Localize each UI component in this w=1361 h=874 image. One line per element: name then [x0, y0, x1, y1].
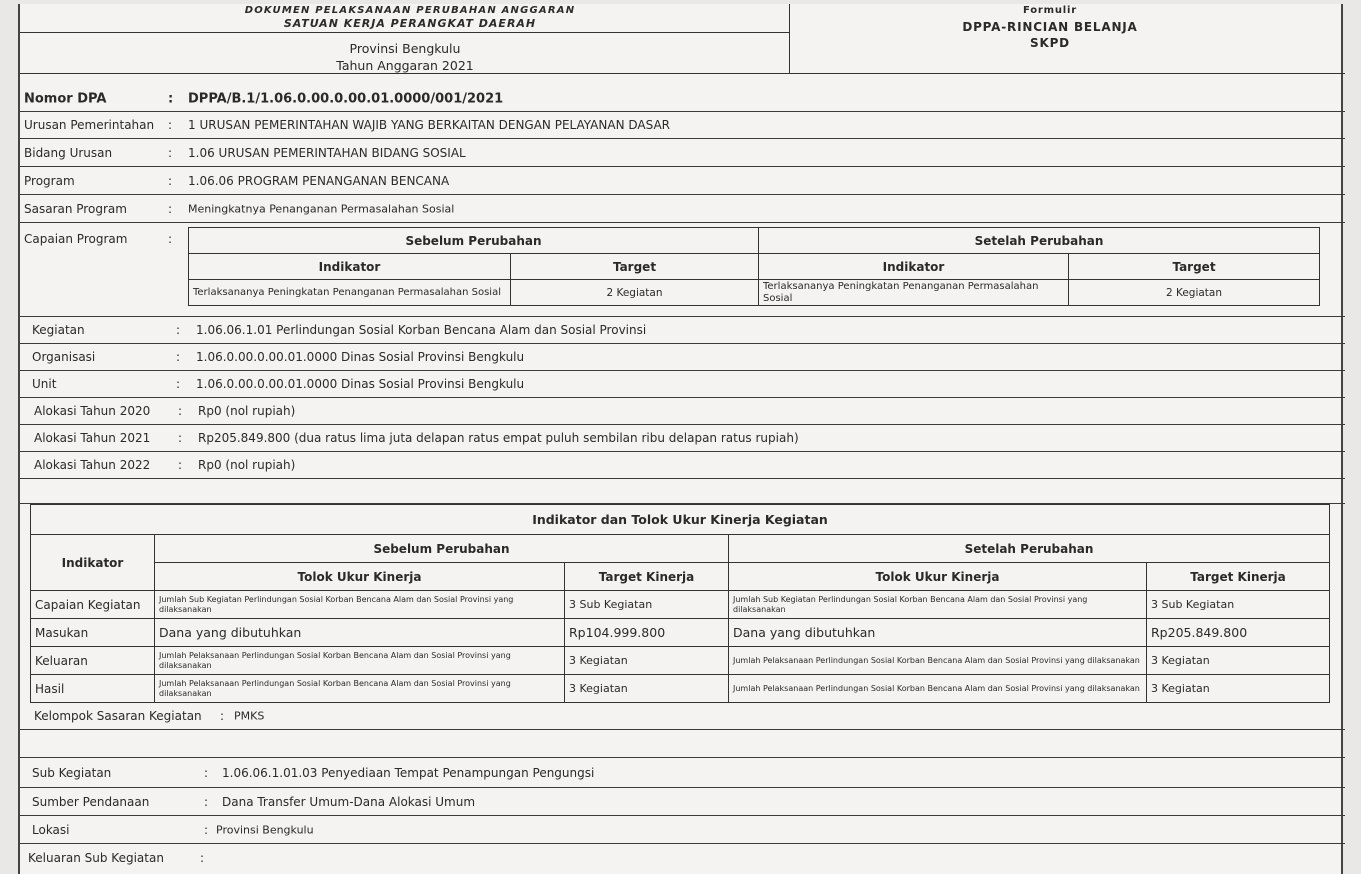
colon: :: [168, 91, 174, 106]
colon: :: [168, 232, 173, 246]
target-header: Target: [1069, 254, 1320, 280]
colon: :: [220, 708, 225, 723]
field-row: [20, 398, 1345, 425]
before-target: 3 Sub Kegiatan: [565, 591, 729, 619]
before-target: Rp104.999.800: [565, 619, 729, 647]
document-header: [20, 4, 1345, 74]
before-tolok: Jumlah Pelaksanaan Perlindungan Sosial Korban Bencana Alam dan Sosial Provinsi yang dilaksanakan: [155, 675, 565, 703]
row-name: Keluaran: [31, 647, 155, 675]
field-row: [20, 344, 1345, 371]
document-page: [18, 4, 1343, 874]
field-row: [20, 167, 1345, 195]
after-target: 2 Kegiatan: [1069, 280, 1320, 306]
field-value: 1.06.0.00.0.00.01.0000 Dinas Sosial Provinsi Bengkulu: [196, 350, 525, 364]
header-left-box: [20, 4, 790, 74]
field-row: [20, 112, 1345, 139]
setelah-header: Setelah Perubahan: [729, 535, 1330, 563]
setelah-header: Setelah Perubahan: [759, 228, 1320, 254]
field-value: Rp0 (nol rupiah): [198, 458, 296, 472]
field-value: Rp0 (nol rupiah): [198, 404, 296, 418]
field-label: Program: [24, 173, 75, 188]
after-tolok: Jumlah Pelaksanaan Perlindungan Sosial Korban Bencana Alam dan Sosial Provinsi yang dilaksanakan: [729, 675, 1147, 703]
field-row: [20, 371, 1345, 398]
row-name: Capaian Kegiatan: [31, 591, 155, 619]
colon: :: [204, 822, 209, 837]
before-target: 3 Kegiatan: [565, 675, 729, 703]
unit-title: SATUAN KERJA PERANGKAT DAERAH: [283, 17, 537, 30]
after-target: Rp205.849.800: [1147, 619, 1330, 647]
after-tolok: Dana yang dibutuhkan: [729, 619, 1147, 647]
field-row: [20, 452, 1345, 479]
nomor-dpa-row: [20, 86, 1345, 112]
colon: :: [176, 377, 181, 391]
field-label: Alokasi Tahun 2022: [34, 458, 151, 472]
before-tolok: Jumlah Pelaksanaan Perlindungan Sosial Korban Bencana Alam dan Sosial Provinsi yang dilaksanakan: [155, 647, 565, 675]
field-value: Dana Transfer Umum-Dana Alokasi Umum: [222, 794, 476, 809]
table-row: [31, 619, 1330, 647]
field-label: Kegiatan: [32, 323, 85, 337]
field-label: Sasaran Program: [24, 201, 127, 216]
after-tolok: Jumlah Sub Kegiatan Perlindungan Sosial Korban Bencana Alam dan Sosial Provinsi yang dilaksanakan: [729, 591, 1147, 619]
field-label: Sumber Pendanaan: [32, 794, 150, 809]
spacer-row: [20, 479, 1345, 504]
sebelum-header: Sebelum Perubahan: [189, 228, 759, 254]
before-tolok: Dana yang dibutuhkan: [155, 619, 565, 647]
fiscal-year-text: Tahun Anggaran 2021: [336, 58, 474, 73]
colon: :: [204, 765, 209, 780]
field-row: [20, 758, 1345, 788]
field-value: 1.06.06 PROGRAM PENANGANAN BENCANA: [188, 173, 450, 188]
before-indikator: Terlaksananya Peningkatan Penanganan Permasalahan Sosial: [189, 280, 511, 306]
after-target: 3 Sub Kegiatan: [1147, 591, 1330, 619]
field-label: Bidang Urusan: [24, 145, 113, 160]
kelompok-label: Kelompok Sasaran Kegiatan: [34, 708, 202, 723]
kinerja-table: [30, 534, 1330, 703]
field-label: Organisasi: [32, 350, 96, 364]
colon: :: [178, 458, 183, 472]
after-tolok: Jumlah Pelaksanaan Perlindungan Sosial Korban Bencana Alam dan Sosial Provinsi yang dilaksanakan: [729, 647, 1147, 675]
capaian-program-table: [188, 227, 1320, 306]
field-label: Urusan Pemerintahan: [24, 118, 155, 132]
target-header: Target Kinerja: [565, 563, 729, 591]
nomor-dpa-value: DPPA/B.1/1.06.0.00.0.00.01.0000/001/2021: [188, 91, 504, 106]
target-header: Target: [511, 254, 759, 280]
indikator-header: Indikator: [189, 254, 511, 280]
colon: :: [168, 201, 173, 216]
target-header: Target Kinerja: [1147, 563, 1330, 591]
form-name: DPPA-RINCIAN BELANJA: [962, 20, 1138, 34]
doc-title: DOKUMEN PELAKSANAAN PERUBAHAN ANGGARAN: [244, 5, 576, 16]
field-row: [20, 317, 1345, 344]
field-label: Alokasi Tahun 2021: [34, 431, 151, 445]
before-target: 2 Kegiatan: [511, 280, 759, 306]
field-row: [20, 788, 1345, 816]
indikator-header: Indikator: [31, 535, 155, 591]
field-value: Meningkatnya Penanganan Permasalahan Sosial: [188, 202, 455, 215]
sebelum-header: Sebelum Perubahan: [155, 535, 729, 563]
field-value: Provinsi Bengkulu: [216, 823, 314, 836]
field-value: 1.06 URUSAN PEMERINTAHAN BIDANG SOSIAL: [188, 145, 466, 160]
field-row: [20, 816, 1345, 844]
tolok-header: Tolok Ukur Kinerja: [155, 563, 565, 591]
field-row: [20, 844, 1345, 872]
capaian-program-row: [20, 223, 1345, 317]
divider: [20, 32, 790, 33]
colon: :: [178, 431, 183, 445]
row-name: Hasil: [31, 675, 155, 703]
capaian-program-label: Capaian Program: [24, 232, 128, 246]
before-target: 3 Kegiatan: [565, 647, 729, 675]
kelompok-row: [20, 702, 1345, 730]
kelompok-value: PMKS: [234, 709, 265, 722]
table-row: [31, 591, 1330, 619]
province-text: Provinsi Bengkulu: [349, 41, 461, 56]
row-name: Masukan: [31, 619, 155, 647]
colon: :: [176, 323, 181, 337]
spacer-row: [20, 730, 1345, 758]
colon: :: [176, 350, 181, 364]
field-value: 1 URUSAN PEMERINTAHAN WAJIB YANG BERKAITAN DENGAN PELAYANAN DASAR: [188, 118, 670, 132]
field-row: [20, 425, 1345, 452]
field-label: Unit: [32, 377, 57, 391]
field-value: 1.06.0.00.0.00.01.0000 Dinas Sosial Provinsi Bengkulu: [196, 377, 525, 391]
table-row: [31, 647, 1330, 675]
before-tolok: Jumlah Sub Kegiatan Perlindungan Sosial Korban Bencana Alam dan Sosial Provinsi yang dilaksanakan: [155, 591, 565, 619]
field-label: Alokasi Tahun 2020: [34, 404, 151, 418]
field-value: 1.06.06.1.01.03 Penyediaan Tempat Penampungan Pengungsi: [222, 765, 595, 780]
colon: :: [168, 173, 173, 188]
indikator-header: Indikator: [759, 254, 1069, 280]
colon: :: [178, 404, 183, 418]
after-target: 3 Kegiatan: [1147, 675, 1330, 703]
field-label: Keluaran Sub Kegiatan: [28, 851, 164, 865]
kinerja-title: Indikator dan Tolok Ukur Kinerja Kegiatan: [30, 504, 1330, 534]
colon: :: [204, 794, 209, 809]
field-value: 1.06.06.1.01 Perlindungan Sosial Korban Bencana Alam dan Sosial Provinsi: [196, 323, 647, 337]
field-row: [20, 139, 1345, 167]
colon: :: [168, 145, 173, 160]
table-row: [31, 675, 1330, 703]
after-indikator: Terlaksananya Peningkatan Penanganan Permasalahan Sosial: [759, 280, 1069, 306]
formulir-label: Formulir: [1023, 5, 1077, 16]
colon: :: [200, 851, 205, 865]
tolok-header: Tolok Ukur Kinerja: [729, 563, 1147, 591]
field-label: Sub Kegiatan: [32, 765, 112, 780]
form-sub: SKPD: [1030, 36, 1070, 50]
nomor-dpa-label: Nomor DPA: [24, 91, 107, 106]
field-label: Lokasi: [32, 822, 70, 837]
after-target: 3 Kegiatan: [1147, 647, 1330, 675]
field-row: [20, 195, 1345, 223]
colon: :: [168, 118, 173, 132]
field-value: Rp205.849.800 (dua ratus lima juta delapan ratus empat puluh sembilan ribu delapan ratus rupiah): [198, 431, 799, 445]
